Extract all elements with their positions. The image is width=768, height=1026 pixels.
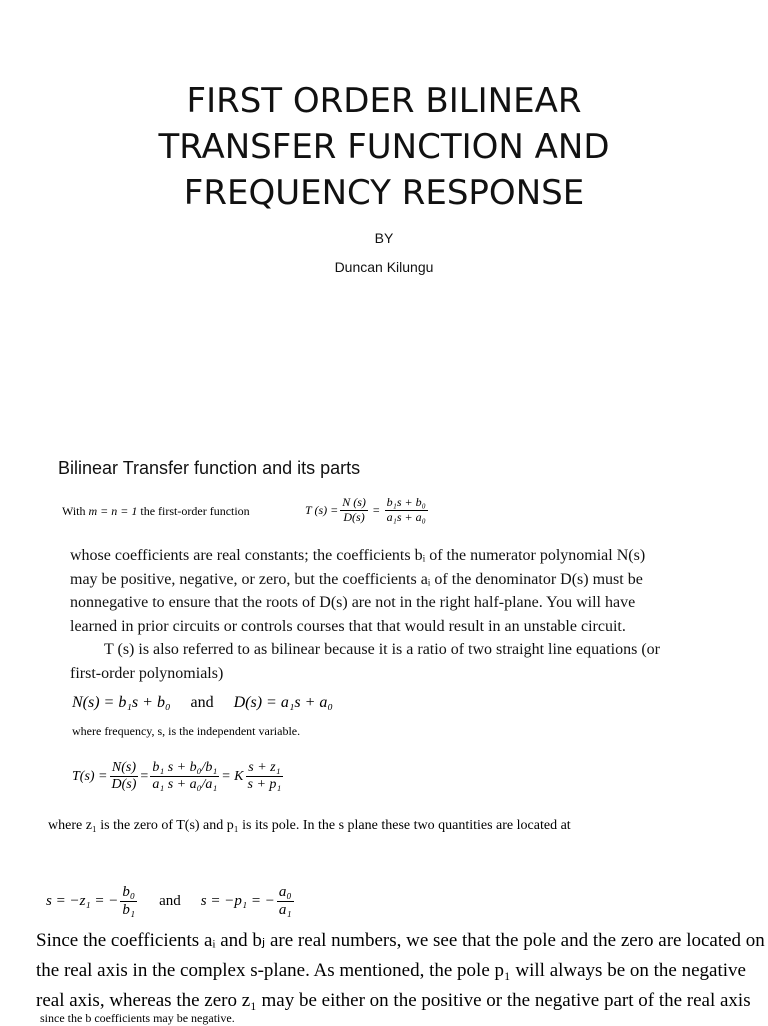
coefficients-paragraph	[70, 544, 730, 685]
eq3-k: = K	[221, 768, 244, 784]
eq3-f2-num-pre: b₁	[152, 760, 165, 775]
page-title	[0, 78, 768, 216]
intro-line	[62, 504, 250, 519]
para1-line-2: may be positive, negative, or zero, but the coefficients aᵢ of the denominator D(s) must be	[70, 570, 643, 588]
title-line-1: FIRST ORDER BILINEAR	[186, 81, 582, 121]
para1-line-1: whose coefficients are real constants; the coefficients bᵢ of the numerator polynomial N(s)	[70, 547, 646, 564]
section-heading: Bilinear Transfer function and its parts	[58, 458, 361, 478]
intro-math: m = n = 1	[88, 504, 138, 518]
para2-line-4: since the b coefficients may be negative.	[40, 1011, 235, 1025]
eq4-f1-num: b₀	[120, 884, 137, 902]
eq4-and: and	[159, 893, 181, 910]
byline-by: BY	[374, 230, 394, 246]
pole-zero-form-equation	[72, 760, 285, 793]
eq3-f4-num: s + z₁	[246, 760, 282, 777]
pole-zero-location-equation	[46, 884, 296, 920]
intro-text-post: the first-order function	[137, 504, 250, 518]
para1-line-5: T (s) is also referred to as bilinear because it is a ratio of two straight line equations (or	[104, 641, 660, 658]
eq3-f2-den-pre: a₁	[152, 777, 165, 793]
para1-line-3: nonnegative to ensure that the roots of D(s) are not in the right half-plane. You will have	[70, 594, 636, 611]
eq3-f1-den: D(s)	[111, 777, 137, 793]
eq4-fraction-2	[277, 884, 294, 920]
eq3-f2-num	[150, 760, 219, 777]
eq3-f2-den	[150, 777, 219, 793]
title-line-2: TRANSFER FUNCTION AND	[158, 127, 610, 167]
eq1-f1-den: D(s)	[343, 509, 365, 524]
eq4-f2-den: a₁	[278, 902, 292, 919]
eq4-f1-den: b₁	[122, 902, 136, 919]
eq1-fraction-2	[385, 496, 428, 525]
pole-zero-note: where z₁ is the zero of T(s) and p₁ is its pole. In the s plane these two quantities are located at	[48, 818, 571, 833]
eq2-and: and	[190, 694, 214, 711]
eq4-fraction-1	[120, 884, 137, 920]
eq3-f4-den: s + p₁	[247, 777, 282, 793]
eq1-fraction-1	[340, 496, 368, 525]
eq4-f2-num: a₀	[277, 884, 294, 902]
para2-line-3: real axis, whereas the zero z₁ may be either on the positive or the negative part of the real axis	[36, 990, 751, 1011]
byline-author: Duncan Kilungu	[334, 259, 434, 275]
eq3-f2-den-post: s + a₀/a₁	[164, 777, 218, 793]
transfer-function-equation: T (s) = $\frac{N (s)}{D(s)}$ = $\frac{\text{b₁s + b₀}}{\text{a₁s + a₀}}$	[305, 495, 426, 524]
eq1-f2-num: b₁s + b₀	[386, 495, 426, 509]
eq3-fraction-2	[150, 760, 219, 793]
polynomial-equations	[72, 694, 333, 712]
pole-zero-paragraph	[36, 926, 765, 1016]
eq3-eq: =	[140, 768, 149, 784]
eq1-f2-den: a₁s + a₀	[386, 509, 426, 524]
eq4-lhs-2: s = −p₁ = −	[200, 893, 275, 910]
para2-line-1: Since the coefficients aᵢ and bⱼ are real numbers, we see that the pole and the zero are located on	[36, 930, 765, 951]
eq3-f1-num: N(s)	[110, 760, 138, 777]
eq1-lhs: T (s) =	[305, 502, 339, 517]
eq3-f2-num-post: s + b₀/b₁	[164, 760, 218, 775]
eq3-lhs: T(s) =	[72, 768, 108, 784]
eq2-denominator: D(s) = a₁s + a₀	[233, 694, 333, 711]
frequency-note: where frequency, s, is the independent variable.	[72, 724, 301, 738]
para1-line-6: first-order polynomials)	[70, 664, 224, 682]
eq1-f1-num: N (s)	[342, 495, 366, 509]
para2-line-2: the real axis in the complex s-plane. As mentioned, the pole p₁ will always be on the negative	[36, 960, 746, 981]
eq3-fraction-1	[110, 760, 139, 793]
title-line-3: FREQUENCY RESPONSE	[183, 173, 585, 213]
eq4-lhs-1: s = −z₁ = −	[46, 893, 119, 910]
intro-text-pre: With	[62, 504, 89, 518]
para1-line-4: learned in prior circuits or controls courses that that would result in an unstable circuit.	[70, 617, 626, 635]
eq3-fraction-3	[246, 760, 284, 793]
eq2-numerator: N(s) = b₁s + b₀	[72, 694, 171, 711]
